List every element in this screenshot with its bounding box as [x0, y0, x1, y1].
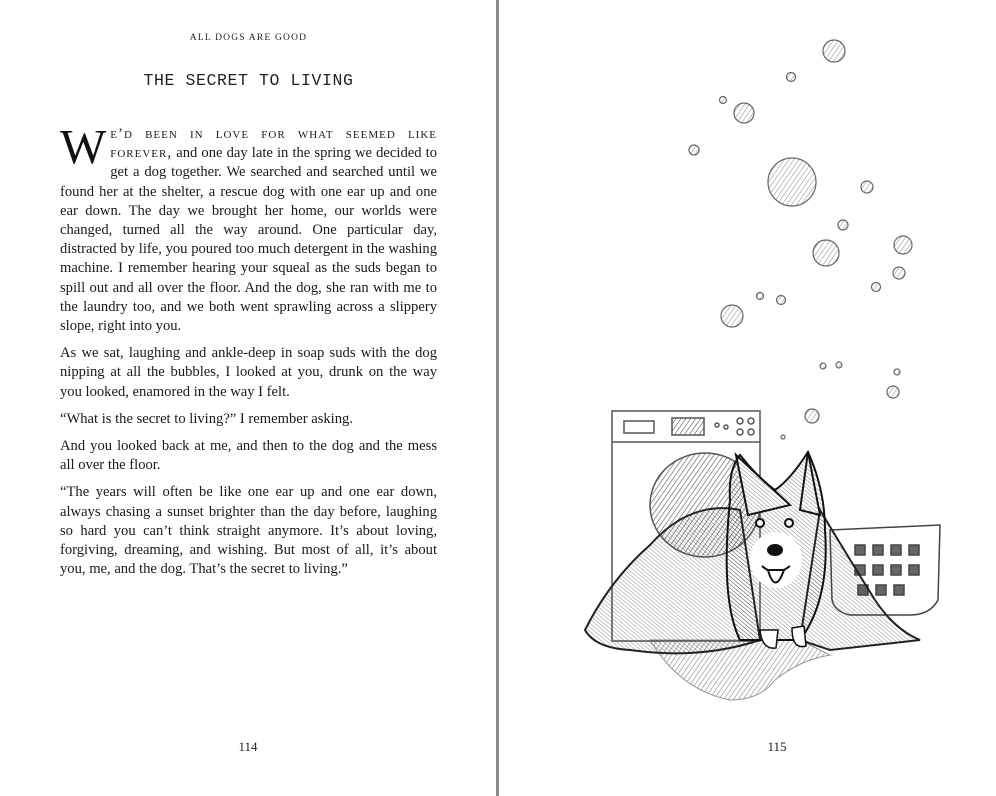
page-number-left: 114 — [238, 739, 258, 754]
paragraph-3: “What is the secret to living?” I remember asking. — [60, 410, 353, 427]
husky-dog-icon — [727, 452, 826, 648]
paragraph-5: “The years will often be like one ear up and one ear down, always chasing a sunset brighter than the day before, laughing so hard you can’t think straight anymore. It’s about loving, forgiving, dreaming, and wishing. But most of all, it’s about you, me, and the dog. That’s the secret to living.” — [60, 484, 437, 578]
paragraph-1 — [60, 119, 437, 336]
chapter-title: THE SECRET TO LIVING — [143, 71, 354, 90]
left-page — [0, 0, 497, 796]
right-page — [500, 0, 996, 796]
paragraph-4: And you looked back at me, and then to the dog and the mess all over the floor. — [60, 438, 437, 474]
drop-cap: W — [60, 119, 107, 174]
bubbles-icon — [689, 40, 912, 439]
page-number-right: 115 — [767, 739, 787, 754]
chapter-body — [60, 119, 437, 587]
dog-laundry-illustration — [580, 30, 996, 720]
running-head: ALL DOGS ARE GOOD — [189, 33, 308, 43]
paragraph-2: As we sat, laughing and ankle-deep in soap suds with the dog nipping at all the bubbles, I looked at you, drunk on the way you looked, enamored in the way I felt. — [60, 345, 437, 400]
book-gutter — [496, 0, 499, 796]
lead-in-small-caps: e’d been in love for what seemed like forever, — [110, 126, 437, 162]
paragraph-1-text: and one day late in the spring we decided to get a dog together. We searched and searched until we found her at the shelter, a rescue dog with one ear up and one ear down. The day we brought her home, our worlds were changed, turned all the way around. One particular day, distracted by life, you poured too much detergent in the washing machine. I remember hearing your squeal as the suds began to spill out and all over the floor. And the dog, she ran with me to the laundry too, and we both went sprawling across a slippery slope, right into you. — [60, 145, 437, 335]
